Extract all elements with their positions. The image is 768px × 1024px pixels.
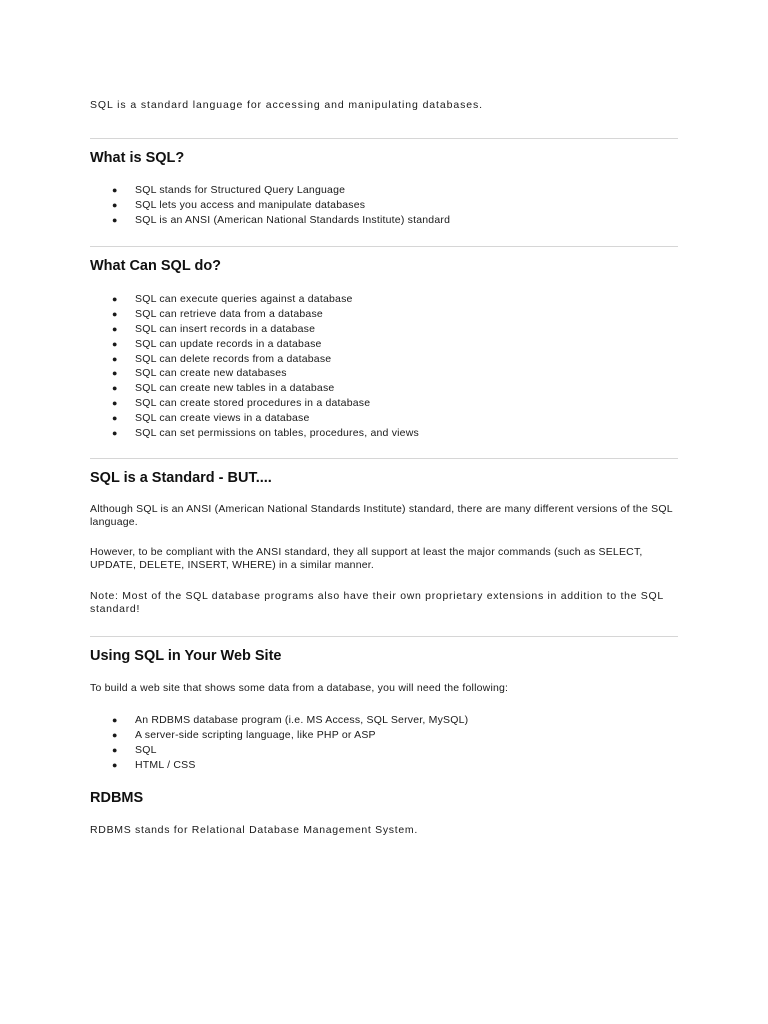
- website-paragraph: To build a web site that shows some data from a database, you will need the following:: [90, 682, 509, 695]
- list-item: ● SQL stands for Structured Query Language: [112, 184, 346, 196]
- heading-what-is-sql: What is SQL?: [90, 150, 185, 166]
- what-is-sql-list: [90, 183, 678, 227]
- heading-sql-is-a-standard: SQL is a Standard - BUT....: [90, 470, 272, 487]
- divider: [90, 636, 678, 637]
- standard-note: Note: Most of the SQL database programs also have their own proprietary extensions in addition to the SQL standard!: [90, 590, 664, 616]
- list-item: ● A server-side scripting language, like PHP or ASP: [112, 729, 376, 742]
- bullet-icon: ●: [112, 185, 118, 195]
- list-item: ● SQL can insert records in a database: [112, 322, 316, 335]
- standard-paragraph-2: However, to be compliant with the ANSI standard, they all support at least the major commands (such as SELECT, UPDATE, DELETE, INSERT, WHERE) in a similar manner.: [90, 546, 643, 572]
- list-item: ● SQL can create stored procedures in a database: [112, 396, 371, 409]
- bullet-icon: ●: [112, 383, 118, 394]
- divider: [90, 246, 678, 247]
- list-item: ● SQL: [112, 743, 157, 756]
- list-item: ● SQL can create new tables in a database: [112, 382, 335, 395]
- bullet-icon: ●: [112, 744, 118, 755]
- list-item: ● SQL can delete records from a database: [112, 352, 332, 365]
- list-item: ● SQL can create new databases: [112, 367, 287, 380]
- bullet-icon: ●: [112, 353, 118, 364]
- intro-text: SQL is a standard language for accessing and manipulating databases.: [90, 99, 483, 111]
- standard-paragraph-1: Although SQL is an ANSI (American National Standards Institute) standard, there are many different versions of the SQL language.: [90, 503, 673, 529]
- list-item: ● SQL can create views in a database: [112, 411, 310, 424]
- bullet-icon: ●: [112, 397, 118, 408]
- list-item: ● SQL lets you access and manipulate databases: [112, 198, 366, 211]
- bullet-icon: ●: [112, 715, 118, 726]
- list-item: ● SQL can update records in a database: [112, 337, 322, 350]
- bullet-icon: ●: [112, 214, 118, 225]
- list-item: ● An RDBMS database program (i.e. MS Access, SQL Server, MySQL): [112, 714, 469, 727]
- list-item: ● HTML / CSS: [112, 758, 196, 771]
- bullet-icon: ●: [112, 427, 118, 438]
- what-can-sql-do-list: [90, 292, 678, 440]
- bullet-icon: ●: [112, 338, 118, 349]
- bullet-icon: ●: [112, 368, 118, 379]
- document-page: [90, 0, 678, 837]
- list-item: ● SQL can set permissions on tables, procedures, and views: [112, 426, 419, 439]
- bullet-icon: ●: [112, 323, 118, 334]
- heading-rdbms: RDBMS: [90, 789, 144, 806]
- list-item: ● SQL can retrieve data from a database: [112, 308, 323, 321]
- divider: [90, 138, 678, 139]
- divider: [90, 458, 678, 459]
- bullet-icon: ●: [112, 199, 118, 210]
- list-item: ● SQL can execute queries against a database: [112, 293, 353, 306]
- list-item: ● SQL is an ANSI (American National Standards Institute) standard: [112, 213, 451, 226]
- heading-what-can-sql-do: What Can SQL do?: [90, 258, 222, 275]
- bullet-icon: ●: [112, 412, 118, 423]
- heading-using-sql-in-web-site: Using SQL in Your Web Site: [90, 648, 282, 665]
- rdbms-paragraph: RDBMS stands for Relational Database Management System.: [90, 823, 418, 836]
- website-requirements-list: [90, 713, 678, 772]
- bullet-icon: ●: [112, 730, 118, 741]
- bullet-icon: ●: [112, 309, 118, 320]
- bullet-icon: ●: [112, 759, 118, 770]
- bullet-icon: ●: [112, 294, 118, 305]
